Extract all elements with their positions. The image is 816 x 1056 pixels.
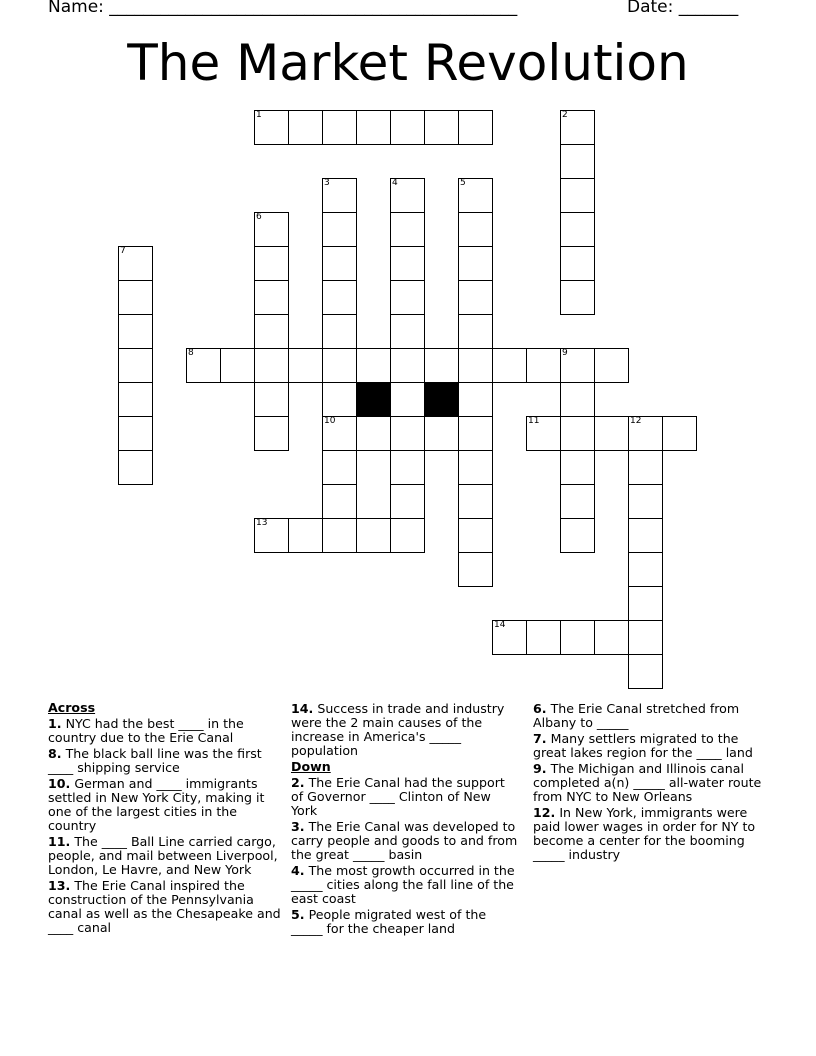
- crossword-cell[interactable]: [628, 586, 663, 621]
- crossword-cell[interactable]: [492, 348, 527, 383]
- crossword-cell[interactable]: [390, 382, 425, 417]
- crossword-cell[interactable]: [118, 246, 153, 281]
- clue-down-7: 7. Many settlers migrated to the great lakes region for the ____ land: [533, 731, 753, 760]
- crossword-cell[interactable]: [356, 518, 391, 553]
- crossword-cell[interactable]: [424, 110, 459, 145]
- crossword-cell[interactable]: [628, 484, 663, 519]
- clue-number: 12: [630, 416, 642, 426]
- crossword-cell[interactable]: [390, 280, 425, 315]
- crossword-cell[interactable]: [288, 348, 323, 383]
- clue-down-4: 4. The most growth occurred in the _____ cities along the fall line of the east coast: [291, 863, 515, 906]
- crossword-cell[interactable]: [458, 382, 493, 417]
- crossword-cell[interactable]: [322, 348, 357, 383]
- down-heading: Down: [291, 759, 331, 774]
- crossword-cell[interactable]: [628, 518, 663, 553]
- crossword-cell[interactable]: [390, 246, 425, 281]
- crossword-cell[interactable]: [254, 518, 289, 553]
- clue-across-10: 10. German and ____ immigrants settled in New York City, making it one of the largest cities in the country: [48, 776, 265, 833]
- clue-down-12: 12. In New York, immigrants were paid lower wages in order for NY to become a center for the booming _____ industry: [533, 805, 756, 862]
- crossword-cell[interactable]: [322, 314, 357, 349]
- clue-down-3: 3. The Erie Canal was developed to carry people and goods to and from the great _____ basin: [291, 819, 518, 862]
- crossword-cell[interactable]: [254, 110, 289, 145]
- clue-down-2: 2. The Erie Canal had the support of Governor ____ Clinton of New York: [291, 775, 505, 818]
- clue-down-9: 9. The Michigan and Illinois canal completed a(n) _____ all-water route from NYC to New Orleans: [533, 761, 762, 804]
- clue-number: 7: [120, 246, 126, 256]
- crossword-cell[interactable]: [628, 620, 663, 655]
- clue-number: 14: [494, 620, 506, 630]
- crossword-cell[interactable]: [322, 212, 357, 247]
- crossword-cell[interactable]: [254, 314, 289, 349]
- crossword-cell[interactable]: [322, 382, 357, 417]
- clue-down-6: 6. The Erie Canal stretched from Albany to _____: [533, 701, 740, 730]
- crossword-cell[interactable]: [560, 484, 595, 519]
- crossword-cell[interactable]: [628, 552, 663, 587]
- crossword-cell[interactable]: [526, 348, 561, 383]
- clue-number: 3: [324, 178, 330, 188]
- crossword-cell[interactable]: [390, 110, 425, 145]
- crossword-cell[interactable]: [322, 110, 357, 145]
- crossword-cell[interactable]: [526, 416, 561, 451]
- across-heading: Across: [48, 700, 96, 715]
- crossword-cell[interactable]: [560, 348, 595, 383]
- crossword-cell[interactable]: [458, 348, 493, 383]
- crossword-cell[interactable]: [254, 280, 289, 315]
- crossword-cell[interactable]: [458, 450, 493, 485]
- clues-column-3: [533, 700, 771, 864]
- clue-across-14: 14. Success in trade and industry were the 2 main causes of the increase in America's _____ population: [291, 701, 505, 758]
- crossword-cell[interactable]: [322, 246, 357, 281]
- crossword-cell[interactable]: [322, 484, 357, 519]
- crossword-cell[interactable]: [560, 280, 595, 315]
- crossword-cell[interactable]: [424, 348, 459, 383]
- crossword-cell[interactable]: [560, 620, 595, 655]
- crossword-cell[interactable]: [560, 518, 595, 553]
- crossword-cell[interactable]: [390, 178, 425, 213]
- crossword-cell[interactable]: [322, 450, 357, 485]
- crossword-cell[interactable]: [118, 280, 153, 315]
- crossword-cell[interactable]: [560, 382, 595, 417]
- crossword-cell[interactable]: [594, 416, 629, 451]
- clue-number: 11: [528, 416, 540, 426]
- crossword-cell[interactable]: [390, 416, 425, 451]
- clues-column-2: [291, 700, 519, 938]
- clue-number: 6: [256, 212, 262, 222]
- clue-across-8: 8. The black ball line was the first ____ shipping service: [48, 746, 262, 775]
- clue-number: 1: [256, 110, 262, 120]
- crossword-cell[interactable]: [390, 314, 425, 349]
- crossword-cell[interactable]: [118, 382, 153, 417]
- clue-across-1: 1. NYC had the best ____ in the country due to the Erie Canal: [48, 716, 244, 745]
- crossword-cell[interactable]: [390, 450, 425, 485]
- crossword-cell[interactable]: [560, 178, 595, 213]
- crossword-cell[interactable]: [458, 178, 493, 213]
- crossword-cell[interactable]: [458, 212, 493, 247]
- clue-across-13: 13. The Erie Canal inspired the construction of the Pennsylvania canal as well as the Chesapeake and ____ canal: [48, 878, 281, 935]
- crossword-cell[interactable]: [560, 450, 595, 485]
- crossword-cell[interactable]: [254, 246, 289, 281]
- crossword-cell[interactable]: [458, 552, 493, 587]
- crossword-cell[interactable]: [628, 416, 663, 451]
- crossword-cell[interactable]: [390, 348, 425, 383]
- crossword-cell[interactable]: [220, 348, 255, 383]
- crossword-cell[interactable]: [424, 416, 459, 451]
- clues-column-1: [48, 700, 285, 937]
- crossword-cell[interactable]: [458, 314, 493, 349]
- clue-number: 13: [256, 518, 268, 528]
- crossword-cell[interactable]: [118, 416, 153, 451]
- clue-down-5: 5. People migrated west of the _____ for the cheaper land: [291, 907, 487, 936]
- crossword-cell[interactable]: [390, 212, 425, 247]
- crossword-cell[interactable]: [458, 246, 493, 281]
- crossword-cell[interactable]: [390, 518, 425, 553]
- crossword-cell[interactable]: [186, 348, 221, 383]
- clue-number: 8: [188, 348, 194, 358]
- crossword-cell[interactable]: [254, 382, 289, 417]
- clue-number: 4: [392, 178, 398, 188]
- crossword-cell[interactable]: [254, 212, 289, 247]
- crossword-cell[interactable]: [628, 450, 663, 485]
- crossword-cell[interactable]: [322, 416, 357, 451]
- crossword-cell[interactable]: [458, 484, 493, 519]
- crossword-cell[interactable]: [458, 518, 493, 553]
- crossword-cell[interactable]: [628, 654, 663, 689]
- crossword-cell[interactable]: [118, 314, 153, 349]
- black-cell: [356, 382, 391, 417]
- crossword-cell[interactable]: [458, 416, 493, 451]
- crossword-cell[interactable]: [458, 110, 493, 145]
- crossword-cell[interactable]: [356, 416, 391, 451]
- clue-number: 10: [324, 416, 336, 426]
- crossword-cell[interactable]: [560, 246, 595, 281]
- crossword-cell[interactable]: [560, 110, 595, 145]
- crossword-cell[interactable]: [594, 620, 629, 655]
- crossword-cell[interactable]: [526, 620, 561, 655]
- crossword-cell[interactable]: [560, 212, 595, 247]
- crossword-cell[interactable]: [322, 178, 357, 213]
- clue-number: 2: [562, 110, 568, 120]
- clue-across-11: 11. The ____ Ball Line carried cargo, people, and mail between Liverpool, London, Le Havre, and New York: [48, 834, 278, 877]
- crossword-cell[interactable]: [288, 518, 323, 553]
- black-cell: [424, 382, 459, 417]
- crossword-cell[interactable]: [254, 348, 289, 383]
- crossword-cell[interactable]: [118, 348, 153, 383]
- date-field-line[interactable]: Date: _______: [627, 0, 739, 17]
- crossword-cell[interactable]: [594, 348, 629, 383]
- name-field-line[interactable]: Name: ________________________________________________: [48, 0, 518, 17]
- crossword-cell[interactable]: [288, 110, 323, 145]
- crossword-cell[interactable]: [560, 416, 595, 451]
- crossword-cell[interactable]: [492, 620, 527, 655]
- clue-number: 9: [562, 348, 568, 358]
- crossword-cell[interactable]: [356, 110, 391, 145]
- crossword-cell[interactable]: [560, 144, 595, 179]
- crossword-cell[interactable]: [254, 416, 289, 451]
- crossword-cell[interactable]: [458, 280, 493, 315]
- crossword-cell[interactable]: [356, 348, 391, 383]
- crossword-cell[interactable]: [662, 416, 697, 451]
- crossword-cell[interactable]: [118, 450, 153, 485]
- clue-number: 5: [460, 178, 466, 188]
- crossword-cell[interactable]: [322, 518, 357, 553]
- crossword-cell[interactable]: [390, 484, 425, 519]
- crossword-cell[interactable]: [322, 280, 357, 315]
- page-title: The Market Revolution: [127, 34, 689, 92]
